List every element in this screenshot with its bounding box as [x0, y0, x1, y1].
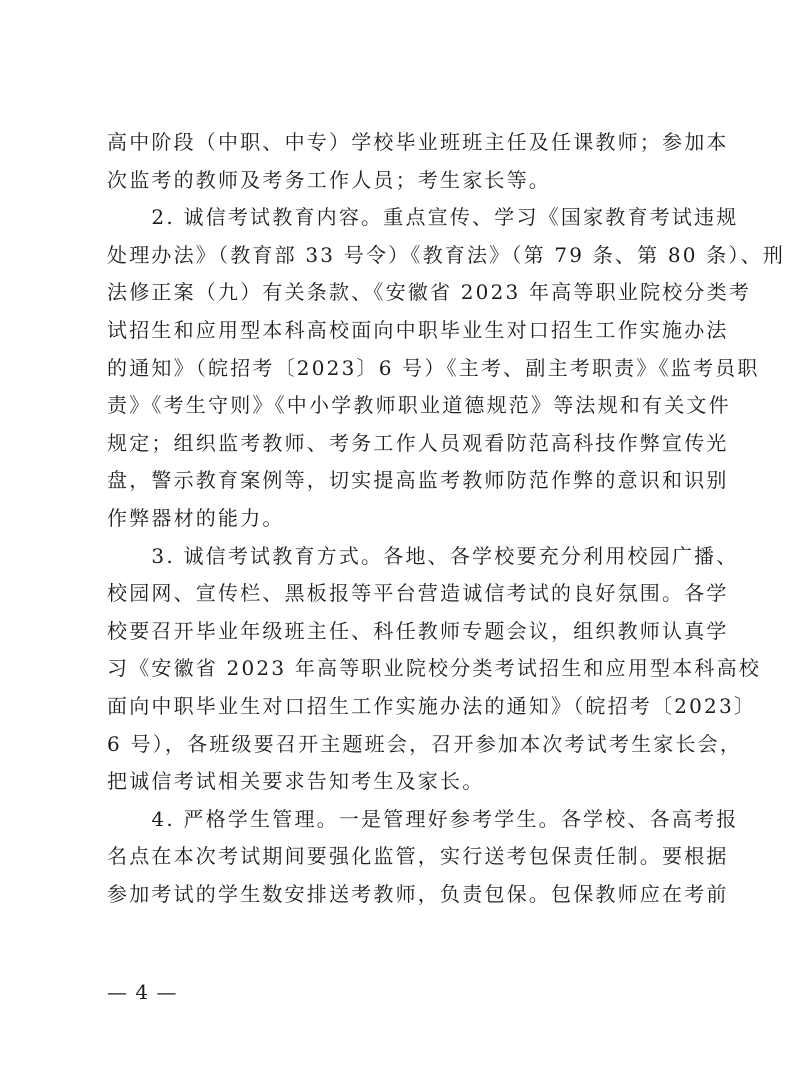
document-body [107, 124, 786, 913]
text-line: 规定；组织监考教师、考务工作人员观看防范高科技作弊宣传光 [107, 430, 729, 455]
text-line: 法修正案（九）有关条款、《安徽省 2023 年高等职业院校分类考 [107, 280, 752, 305]
text-line: 作弊器材的能力。 [107, 505, 285, 530]
page-number: — 4 — [107, 980, 178, 1004]
text-line: 2. 诚信考试教育内容。重点宣传、学习《国家教育考试违规 [107, 205, 739, 230]
text-line: 把诚信考试相关要求告知考生及家长。 [107, 769, 485, 794]
text-line: 6 号），各班级要召开主题班会，召开参加本次考试考生家长会， [107, 731, 743, 756]
text-line: 习《安徽省 2023 年高等职业院校分类考试招生和应用型本科高校 [107, 656, 762, 681]
text-line: 的通知》（皖招考〔2023〕6 号）《主考、副主考职责》《监考员职 [107, 355, 760, 380]
text-line: 参加考试的学生数安排送考教师，负责包保。包保教师应在考前 [107, 881, 729, 906]
text-line: 责》《考生守则》《中小学教师职业道德规范》等法规和有关文件 [107, 393, 731, 418]
text-line: 盘，警示教育案例等，切实提高监考教师防范作弊的意识和识别 [107, 468, 729, 493]
text-line: 处理办法》（教育部 33 号令）《教育法》（第 79 条、第 80 条）、刑 [107, 242, 786, 267]
text-line: 高中阶段（中职、中专）学校毕业班班主任及任课教师；参加本 [107, 130, 729, 154]
text-line: 校园网、宣传栏、黑板报等平台营造诚信考试的良好氛围。各学 [107, 581, 729, 606]
text-line: 次监考的教师及考务工作人员；考生家长等。 [107, 167, 551, 192]
text-line: 面向中职毕业生对口招生工作实施办法的通知》（皖招考〔2023〕 [107, 693, 757, 718]
text-line: 试招生和应用型本科高校面向中职毕业生对口招生工作实施办法 [107, 317, 729, 342]
text-line: 3. 诚信考试教育方式。各地、各学校要充分利用校园广播、 [107, 543, 739, 568]
text-line: 名点在本次考试期间要强化监管，实行送考包保责任制。要根据 [107, 844, 729, 869]
text-line: 4. 严格学生管理。一是管理好参考学生。各学校、各高考报 [107, 806, 739, 831]
text-line: 校要召开毕业年级班主任、科任教师专题会议，组织教师认真学 [107, 618, 729, 643]
